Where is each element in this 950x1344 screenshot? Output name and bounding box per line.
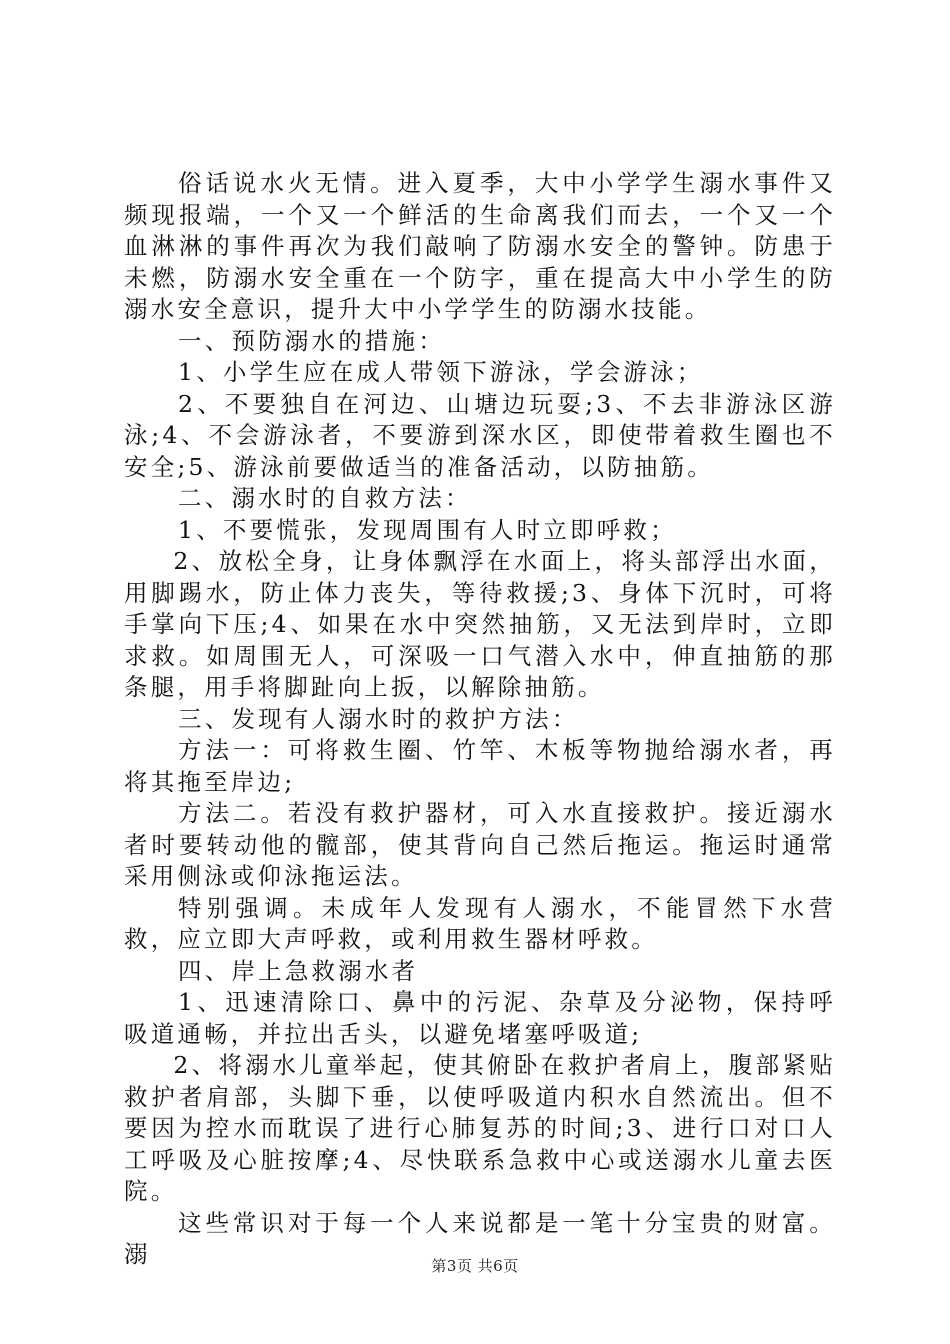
paragraph-prevention-1: 1、小学生应在成人带领下游泳，学会游泳；	[178, 358, 704, 386]
paragraph-first-aid-1: 1、迅速清除口、鼻中的污泥、杂草及分泌物，保持呼吸道通畅，并拉出舌头，以避免堵塞呼吸道;	[124, 988, 836, 1048]
page-number: 第3页 共6页	[431, 1257, 519, 1275]
paragraph-method-two: 方法二。若没有救护器材，可入水直接救护。接近溺水者时要转动他的髋部，使其背向自己然后拖运。拖运时通常采用侧泳或仰泳拖运法。	[124, 799, 836, 890]
paragraph-method-one: 方法一：可将救生圈、竹竿、木板等物抛给溺水者，再将其拖至岸边;	[124, 736, 836, 796]
paragraph-first-aid-2: 2、将溺水儿童举起，使其俯卧在救护者肩上，腹部紧贴救护者肩部，头脚下垂，以使呼吸道内积水自然流出。但不要因为控水而耽误了进行心肺复苏的时间;3、进行口对口人工呼吸及心脏按摩;4、尽快联系急救中心或送溺水儿童去医院。	[124, 1051, 836, 1205]
paragraph-special-note: 特别强调。未成年人发现有人溺水，不能冒然下水营救，应立即大声呼救，或利用救生器材呼救。	[124, 893, 836, 953]
heading-rescue-others: 三、发现有人溺水时的救护方法：	[178, 704, 579, 733]
paragraph-intro: 俗话说水火无情。进入夏季，大中小学学生溺水事件又频现报端，一个又一个鲜活的生命离我们而去，一个又一个血淋淋的事件再次为我们敲响了防溺水安全的警钟。防患于未燃，防溺水安全重在一个防字，重在提高大中小学生的防溺水安全意识，提升大中小学学生的防溺水技能。	[124, 169, 836, 323]
paragraph-prevention-2: 2、不要独自在河边、山塘边玩耍;3、不去非游泳区游泳;4、不会游泳者，不要游到深水区，即使带着救生圈也不安全;5、游泳前要做适当的准备活动，以防抽筋。	[124, 389, 836, 481]
paragraph-self-rescue-1: 1、不要慌张，发现周围有人时立即呼救；	[178, 515, 677, 544]
heading-prevention: 一、预防溺水的措施：	[178, 326, 446, 355]
heading-self-rescue: 二、溺水时的自救方法：	[178, 484, 472, 512]
paragraph-self-rescue-2: 2、放松全身，让身体飘浮在水面上，将头部浮出水面，用脚踢水，防止体力丧失，等待救援;3、身体下沉时，可将手掌向下压;4、如果在水中突然抽筋，又无法到岸时，立即求救。如周围无人，可深吸一口气潜入水中，伸直抽筋的那条腿，用手将脚趾向上扳，以解除抽筋。	[124, 547, 836, 701]
heading-shore-first-aid: 四、岸上急救溺水者	[178, 956, 419, 985]
paragraph-closing: 这些常识对于每一个人来说都是一笔十分宝贵的财富。溺	[124, 1208, 836, 1268]
document-body	[124, 168, 836, 1271]
